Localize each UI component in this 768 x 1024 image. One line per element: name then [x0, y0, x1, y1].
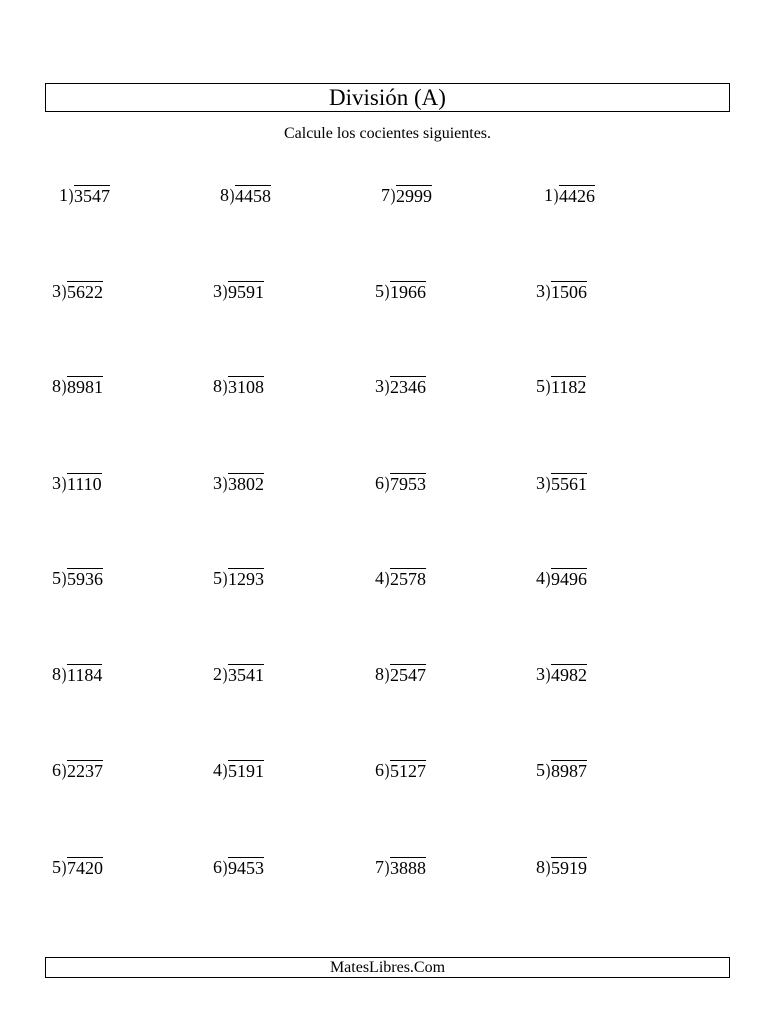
divisor: 8 — [536, 857, 545, 877]
division-bracket: ) — [229, 185, 235, 205]
division-bracket: ) — [545, 568, 551, 588]
dividend: 3888 — [390, 858, 426, 878]
division-problem — [544, 184, 595, 206]
division-problem — [536, 856, 587, 878]
divisor: 8 — [52, 664, 61, 684]
division-problem — [213, 567, 264, 589]
divisor: 4 — [213, 760, 222, 780]
division-problem — [536, 375, 586, 397]
division-problem — [375, 663, 426, 685]
division-bracket: ) — [384, 568, 390, 588]
division-bracket: ) — [545, 473, 551, 493]
division-bracket: ) — [61, 281, 67, 301]
divisor: 5 — [536, 376, 545, 396]
division-problem — [536, 663, 587, 685]
division-bracket: ) — [61, 376, 67, 396]
worksheet-title: División (A) — [45, 83, 730, 112]
division-problem — [536, 472, 587, 494]
dividend: 2346 — [390, 377, 426, 397]
division-bracket: ) — [222, 664, 228, 684]
dividend: 3547 — [74, 186, 110, 206]
division-problem — [375, 280, 426, 302]
division-problem — [536, 280, 587, 302]
division-problem — [52, 663, 102, 685]
divisor: 5 — [375, 281, 384, 301]
divisor: 5 — [52, 857, 61, 877]
worksheet-footer: MatesLibres.Com — [45, 957, 730, 978]
division-bracket: ) — [68, 185, 74, 205]
divisor: 8 — [220, 185, 229, 205]
divisor: 3 — [213, 281, 222, 301]
division-bracket: ) — [384, 760, 390, 780]
division-bracket: ) — [545, 376, 551, 396]
divisor: 3 — [536, 281, 545, 301]
division-problem — [375, 472, 426, 494]
division-problem — [52, 856, 103, 878]
dividend: 3108 — [228, 377, 264, 397]
dividend: 1506 — [551, 282, 587, 302]
division-bracket: ) — [222, 857, 228, 877]
dividend: 3802 — [228, 474, 264, 494]
divisor: 4 — [375, 568, 384, 588]
worksheet-instructions: Calcule los cocientes siguientes. — [283, 125, 492, 142]
dividend: 5622 — [67, 282, 103, 302]
dividend: 9453 — [228, 858, 264, 878]
divisor: 3 — [52, 473, 61, 493]
division-problem — [213, 280, 264, 302]
dividend: 5919 — [551, 858, 587, 878]
division-problem — [52, 567, 103, 589]
dividend: 4982 — [551, 665, 587, 685]
division-bracket: ) — [222, 568, 228, 588]
division-problem — [536, 759, 587, 781]
dividend: 2999 — [396, 186, 432, 206]
division-bracket: ) — [384, 857, 390, 877]
division-problem — [381, 184, 432, 206]
division-bracket: ) — [222, 760, 228, 780]
division-problem — [213, 663, 264, 685]
dividend: 5191 — [228, 761, 264, 781]
division-problem — [375, 759, 426, 781]
division-bracket: ) — [545, 664, 551, 684]
division-problem — [52, 280, 103, 302]
divisor: 7 — [375, 857, 384, 877]
dividend: 5936 — [67, 569, 103, 589]
dividend: 4458 — [235, 186, 271, 206]
division-bracket: ) — [545, 281, 551, 301]
divisor: 3 — [375, 376, 384, 396]
dividend: 5127 — [390, 761, 426, 781]
division-problem — [59, 184, 110, 206]
divisor: 4 — [536, 568, 545, 588]
division-problem — [375, 856, 426, 878]
division-bracket: ) — [545, 857, 551, 877]
division-bracket: ) — [390, 185, 396, 205]
divisor: 8 — [213, 376, 222, 396]
divisor: 5 — [213, 568, 222, 588]
division-bracket: ) — [61, 568, 67, 588]
divisor: 8 — [52, 376, 61, 396]
division-bracket: ) — [222, 281, 228, 301]
division-problem — [52, 375, 103, 397]
division-bracket: ) — [384, 376, 390, 396]
divisor: 6 — [375, 760, 384, 780]
division-problem — [375, 567, 426, 589]
division-bracket: ) — [61, 473, 67, 493]
divisor: 3 — [213, 473, 222, 493]
division-bracket: ) — [384, 473, 390, 493]
dividend: 1110 — [67, 474, 102, 494]
division-problem — [375, 375, 426, 397]
dividend: 7420 — [67, 858, 103, 878]
division-problem — [213, 375, 264, 397]
dividend: 7953 — [390, 474, 426, 494]
division-bracket: ) — [61, 857, 67, 877]
dividend: 9496 — [551, 569, 587, 589]
divisor: 5 — [52, 568, 61, 588]
division-bracket: ) — [545, 760, 551, 780]
dividend: 2547 — [390, 665, 426, 685]
division-bracket: ) — [553, 185, 559, 205]
dividend: 2578 — [390, 569, 426, 589]
division-bracket: ) — [384, 281, 390, 301]
divisor: 1 — [59, 185, 68, 205]
dividend: 2237 — [67, 761, 103, 781]
division-bracket: ) — [222, 376, 228, 396]
dividend: 8987 — [551, 761, 587, 781]
dividend: 1293 — [228, 569, 264, 589]
dividend: 1966 — [390, 282, 426, 302]
division-problem — [213, 759, 264, 781]
division-problem — [213, 472, 264, 494]
division-problem — [536, 567, 587, 589]
divisor: 1 — [544, 185, 553, 205]
division-problem — [52, 759, 103, 781]
divisor: 3 — [536, 664, 545, 684]
division-bracket: ) — [61, 760, 67, 780]
dividend: 1182 — [551, 377, 587, 397]
divisor: 3 — [52, 281, 61, 301]
division-bracket: ) — [61, 664, 67, 684]
divisor: 7 — [381, 185, 390, 205]
dividend: 1184 — [67, 665, 103, 685]
divisor: 5 — [536, 760, 545, 780]
divisor: 6 — [52, 760, 61, 780]
dividend: 8981 — [67, 377, 103, 397]
division-bracket: ) — [222, 473, 228, 493]
divisor: 6 — [213, 857, 222, 877]
dividend: 9591 — [228, 282, 264, 302]
divisor: 3 — [536, 473, 545, 493]
divisor: 2 — [213, 664, 222, 684]
dividend: 3541 — [228, 665, 264, 685]
dividend: 5561 — [551, 474, 587, 494]
divisor: 6 — [375, 473, 384, 493]
divisor: 8 — [375, 664, 384, 684]
division-problem — [52, 472, 102, 494]
division-problem — [213, 856, 264, 878]
dividend: 4426 — [559, 186, 595, 206]
division-problem — [220, 184, 271, 206]
division-bracket: ) — [384, 664, 390, 684]
